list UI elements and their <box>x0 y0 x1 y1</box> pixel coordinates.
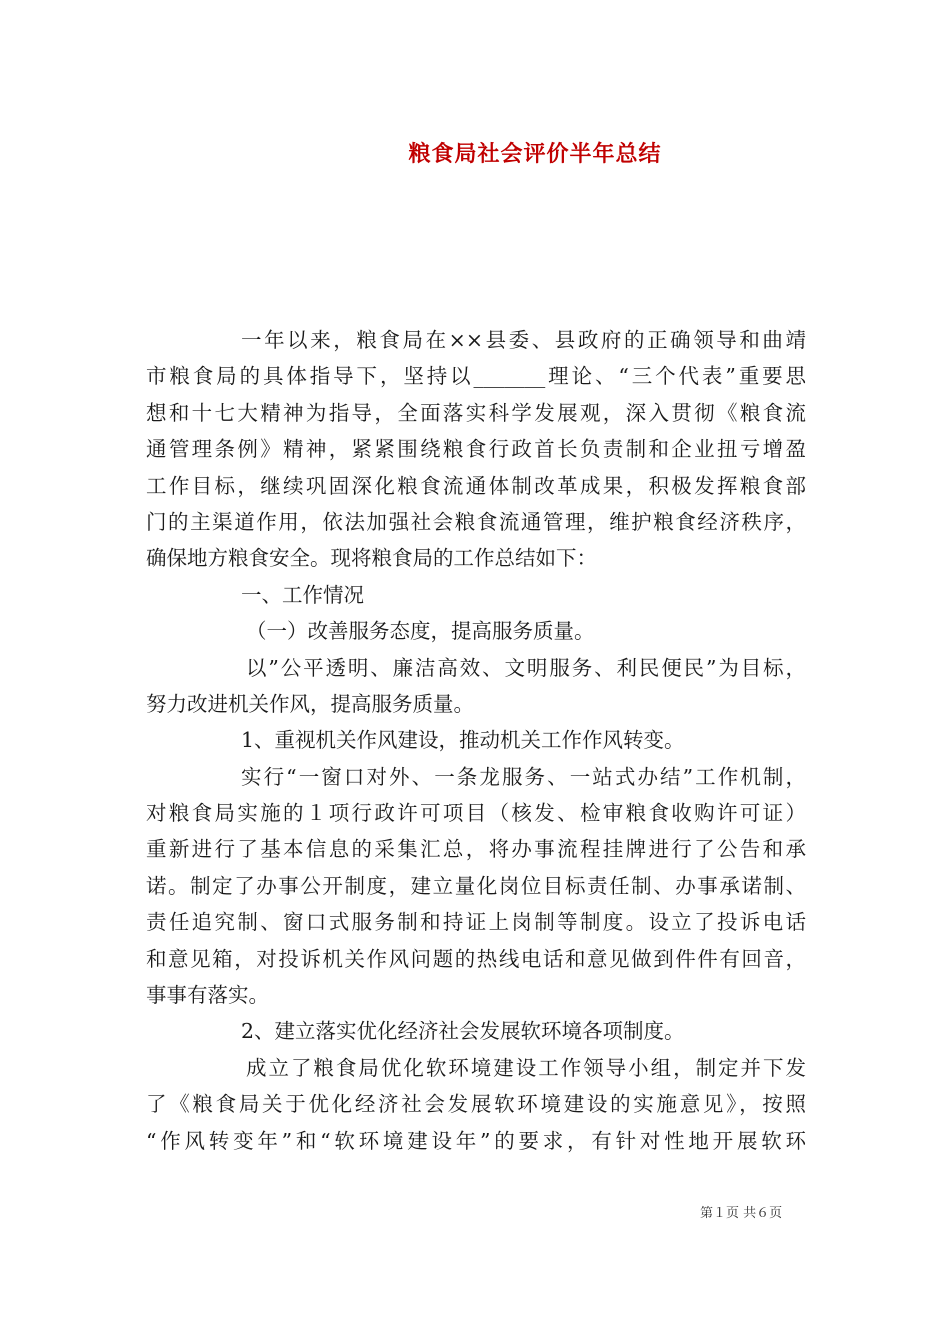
paragraph-line: 成立了粮食局优化软环境建设工作领导小组，制定并下发 <box>246 1055 806 1080</box>
paragraph-line: 以”公平透明、廉洁高效、文明服务、利民便民”为目标， <box>246 655 806 680</box>
paragraph-line: 想和十七大精神为指导，全面落实科学发展观，深入贯彻《粮食流 <box>146 400 806 425</box>
document-title: 粮食局社会评价半年总结 <box>408 141 662 167</box>
paragraph-line: 一年以来，粮食局在××县委、县政府的正确领导和曲靖 <box>241 328 806 352</box>
paragraph-line: 重新进行了基本信息的采集汇总，将办事流程挂牌进行了公告和承 <box>146 837 806 862</box>
paragraph-line: 和意见箱，对投诉机关作风问题的热线电话和意见做到件件有回音， <box>146 946 806 971</box>
item-heading: 1、重视机关作风建设，推动机关工作作风转变。 <box>241 728 685 753</box>
section-heading: 一、工作情况 <box>241 582 364 607</box>
paragraph-line: 责任追究制、窗口式服务制和持证上岗制等制度。设立了投诉电话 <box>146 910 806 935</box>
page-footer: 第１页 共６页 <box>700 1206 783 1221</box>
item-heading: 2、建立落实优化经济社会发展软环境各项制度。 <box>241 1019 685 1044</box>
paragraph-line: “作风转变年”和“软环境建设年”的要求，有针对性地开展软环 <box>146 1128 806 1153</box>
document-body <box>146 322 806 1159</box>
paragraph-line: 工作目标，继续巩固深化粮食流通体制改革成果，积极发挥粮食部 <box>146 473 806 498</box>
paragraph-line: 对粮食局实施的１项行政许可项目（核发、检审粮食收购许可证） <box>146 801 806 826</box>
paragraph-line: 诺。制定了办事公开制度，建立量化岗位目标责任制、办事承诺制、 <box>146 873 806 898</box>
subsection-heading: （一）改善服务态度，提高服务质量。 <box>246 619 595 644</box>
paragraph-line: 确保地方粮食安全。现将粮食局的工作总结如下： <box>146 546 597 571</box>
paragraph-line: 实行“一窗口对外、一条龙服务、一站式办结”工作机制， <box>241 764 806 789</box>
paragraph-line: 市粮食局的具体指导下，坚持以_______理论、“三个代表”重要思 <box>146 364 806 389</box>
paragraph-line: 门的主渠道作用，依法加强社会粮食流通管理，维护粮食经济秩序， <box>146 509 806 534</box>
paragraph-line: 通管理条例》精神，紧紧围绕粮食行政首长负责制和企业扭亏增盈 <box>146 437 806 462</box>
paragraph-line: 努力改进机关作风，提高服务质量。 <box>146 691 474 716</box>
paragraph-line: 事事有落实。 <box>146 983 269 1008</box>
paragraph-line: 了《粮食局关于优化经济社会发展软环境建设的实施意见》，按照 <box>146 1092 806 1117</box>
